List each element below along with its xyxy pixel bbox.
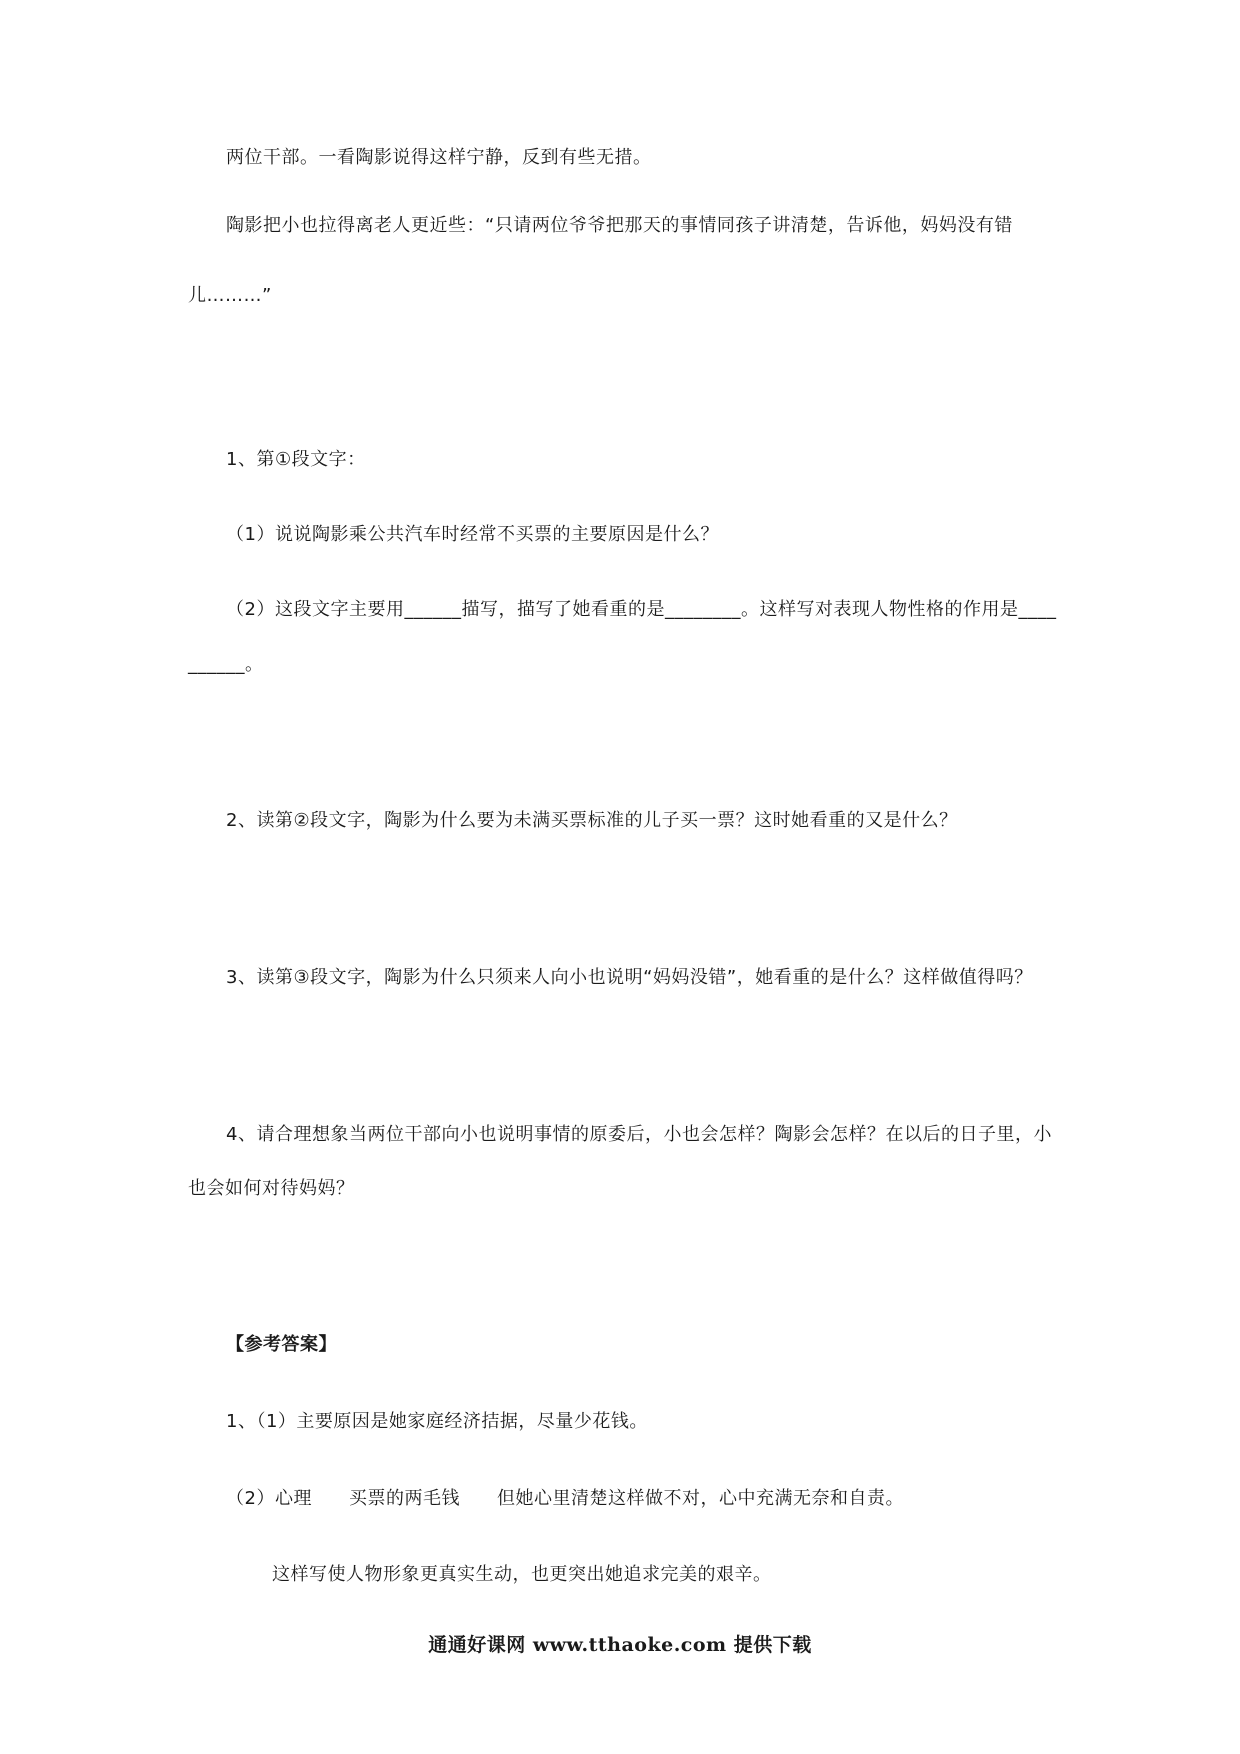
question-3: 3、读第③段文字，陶影为什么只须来人向小也说明“妈妈没错”，她看重的是什么？这样做值得吗？ (226, 967, 1033, 988)
question-1-2-line-2: ______。 (188, 654, 264, 675)
passage-line-3: 儿………” (188, 285, 272, 306)
question-1-1: （1）说说陶影乘公共汽车时经常不买票的主要原因是什么？ (226, 524, 719, 545)
question-4-line-2: 也会如何对待妈妈？ (188, 1178, 355, 1199)
passage-line-1: 两位干部。一看陶影说得这样宁静，反到有些无措。 (226, 147, 652, 168)
answer-1-2: （2）心理 买票的两毛钱 但她心里清楚这样做不对，心中充满无奈和自责。 (226, 1488, 904, 1509)
answer-heading: 【参考答案】 (226, 1334, 337, 1355)
question-1-2-line-1: （2）这段文字主要用______描写，描写了她看重的是________。这样写对表现人物性格的作用是____ (226, 599, 1057, 620)
answer-1-1: 1、（1）主要原因是她家庭经济拮据，尽量少花钱。 (226, 1411, 648, 1432)
passage-line-2: 陶影把小也拉得离老人更近些：“只请两位爷爷把那天的事情同孩子讲清楚，告诉他，妈妈没有错 (226, 215, 1013, 236)
question-2: 2、读第②段文字，陶影为什么要为未满买票标准的儿子买一票？这时她看重的又是什么？ (226, 810, 958, 831)
question-4-line-1: 4、请合理想象当两位干部向小也说明事情的原委后，小也会怎样？陶影会怎样？在以后的日子里，小 (226, 1124, 1052, 1145)
footer-text: 通通好课网 www.tthaoke.com 提供下载 (428, 1634, 812, 1656)
answer-1-3: 这样写使人物形象更真实生动，也更突出她追求完美的艰辛。 (272, 1564, 772, 1585)
question-1-title: 1、第①段文字： (226, 449, 366, 470)
